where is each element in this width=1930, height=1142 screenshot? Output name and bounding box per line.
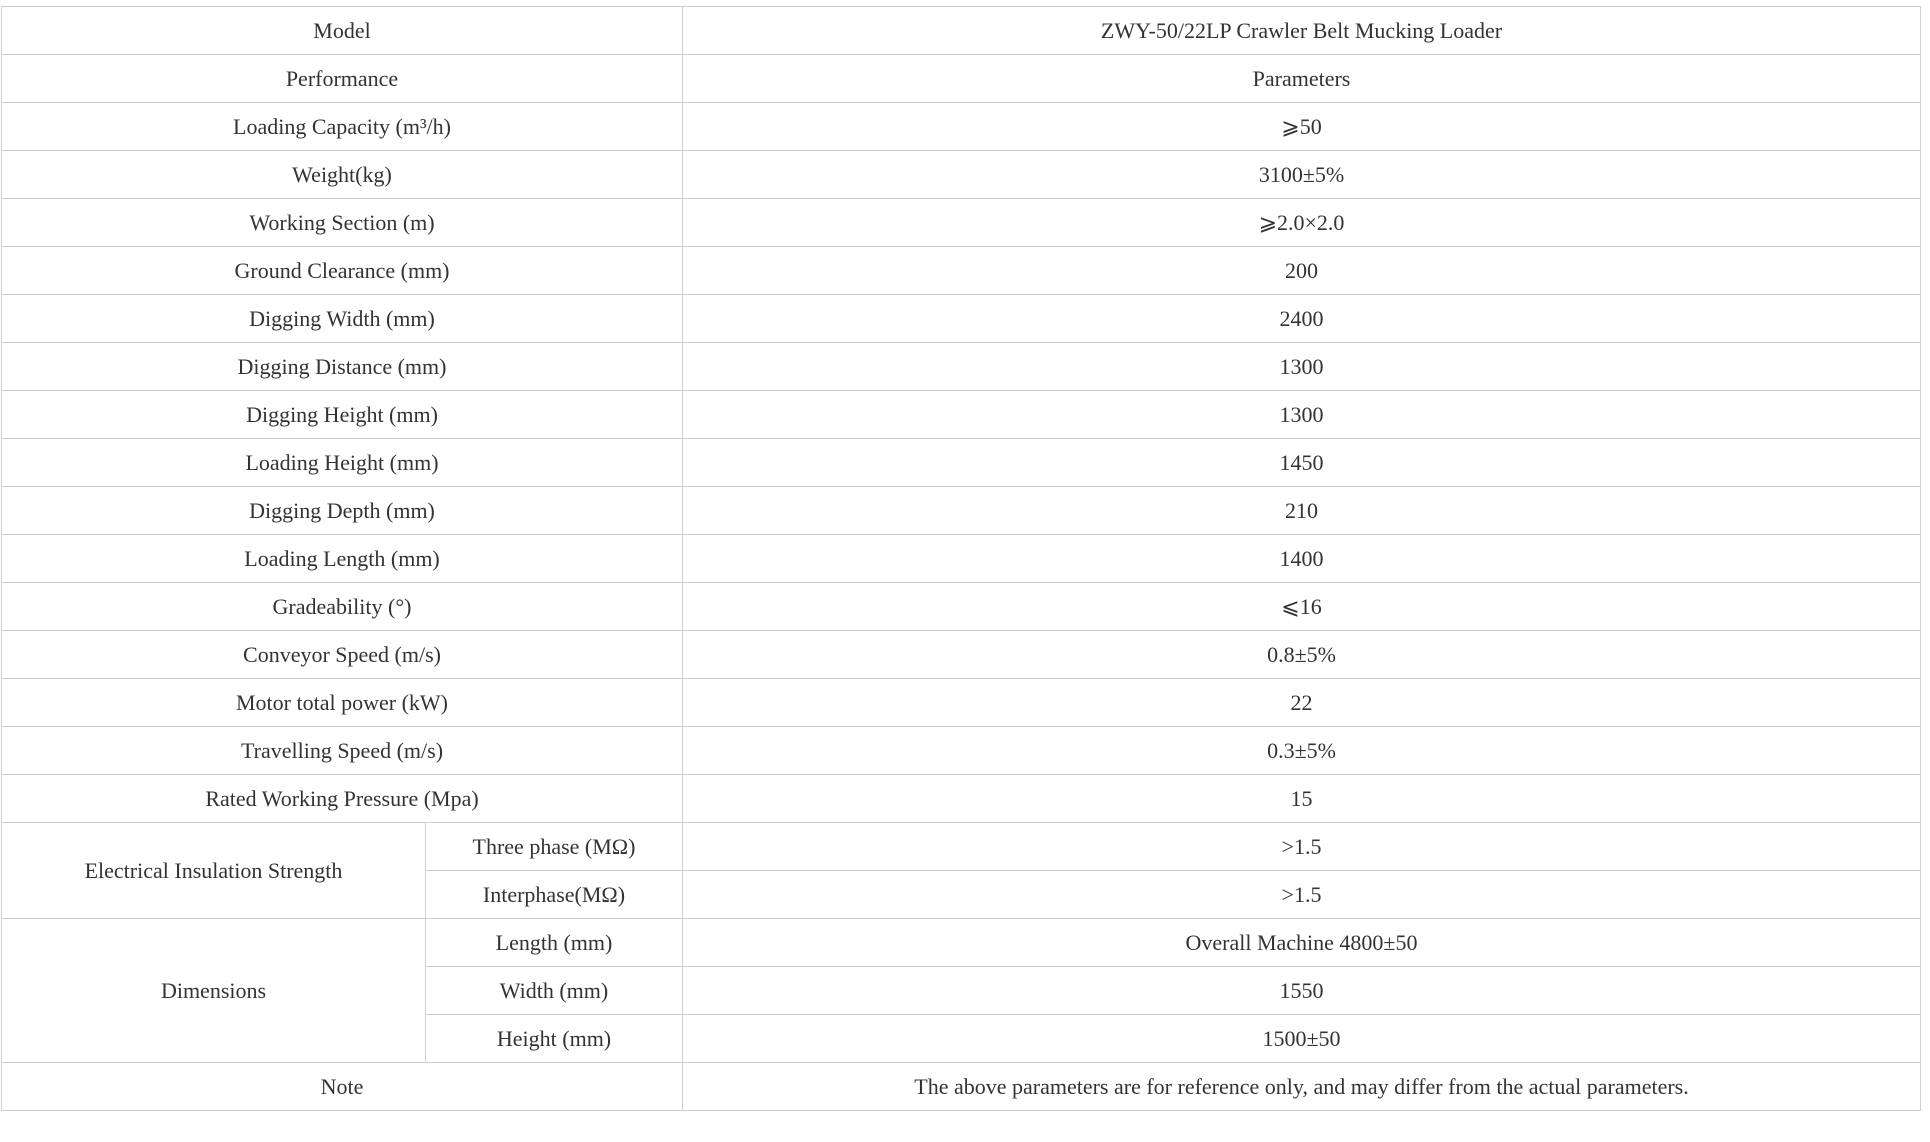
row-label: Rated Working Pressure (Mpa)	[2, 775, 683, 823]
row-label: Motor total power (kW)	[2, 679, 683, 727]
row-label: Conveyor Speed (m/s)	[2, 631, 683, 679]
table-row	[2, 487, 1921, 535]
table-row	[2, 151, 1921, 199]
row-value: 22	[683, 679, 1921, 727]
row-label: Loading Capacity (m³/h)	[2, 103, 683, 151]
row-sublabel: Interphase(MΩ)	[426, 871, 683, 919]
insulation-group-label: Electrical Insulation Strength	[2, 823, 426, 919]
table-row-header	[2, 55, 1921, 103]
table-row	[2, 103, 1921, 151]
row-label: Digging Height (mm)	[2, 391, 683, 439]
table-row	[2, 199, 1921, 247]
row-label: Digging Width (mm)	[2, 295, 683, 343]
row-value: 2400	[683, 295, 1921, 343]
row-value: 200	[683, 247, 1921, 295]
row-value: 1300	[683, 343, 1921, 391]
row-sublabel: Three phase (MΩ)	[426, 823, 683, 871]
row-value: 0.3±5%	[683, 727, 1921, 775]
performance-header: Performance	[2, 55, 683, 103]
row-value: ⩾2.0×2.0	[683, 199, 1921, 247]
row-label: Weight(kg)	[2, 151, 683, 199]
row-value: Overall Machine 4800±50	[683, 919, 1921, 967]
row-value: 1450	[683, 439, 1921, 487]
row-value: >1.5	[683, 823, 1921, 871]
table-row	[2, 535, 1921, 583]
row-value: >1.5	[683, 871, 1921, 919]
note-value: The above parameters are for reference only, and may differ from the actual parameters.	[683, 1063, 1921, 1111]
table-row-dimensions	[2, 919, 1921, 967]
table-row	[2, 247, 1921, 295]
table-row	[2, 391, 1921, 439]
row-value: 3100±5%	[683, 151, 1921, 199]
row-value: ⩽16	[683, 583, 1921, 631]
row-value: 1500±50	[683, 1015, 1921, 1063]
row-label: Gradeability (°)	[2, 583, 683, 631]
row-label: Ground Clearance (mm)	[2, 247, 683, 295]
row-label: Digging Distance (mm)	[2, 343, 683, 391]
table-row	[2, 775, 1921, 823]
row-value: 1550	[683, 967, 1921, 1015]
row-value: 1300	[683, 391, 1921, 439]
table-row	[2, 439, 1921, 487]
row-value: 210	[683, 487, 1921, 535]
row-label: Working Section (m)	[2, 199, 683, 247]
note-label: Note	[2, 1063, 683, 1111]
row-label: Digging Depth (mm)	[2, 487, 683, 535]
row-value: ⩾50	[683, 103, 1921, 151]
dimensions-group-label: Dimensions	[2, 919, 426, 1063]
spec-table	[1, 6, 1921, 1111]
row-value: 0.8±5%	[683, 631, 1921, 679]
row-sublabel: Height (mm)	[426, 1015, 683, 1063]
model-value: ZWY-50/22LP Crawler Belt Mucking Loader	[683, 7, 1921, 55]
table-row	[2, 727, 1921, 775]
table-row	[2, 679, 1921, 727]
table-row	[2, 631, 1921, 679]
table-row-model	[2, 7, 1921, 55]
row-label: Loading Height (mm)	[2, 439, 683, 487]
row-label: Travelling Speed (m/s)	[2, 727, 683, 775]
row-value: 15	[683, 775, 1921, 823]
table-row	[2, 295, 1921, 343]
table-row	[2, 343, 1921, 391]
row-label: Loading Length (mm)	[2, 535, 683, 583]
table-row-insulation	[2, 823, 1921, 871]
row-sublabel: Length (mm)	[426, 919, 683, 967]
row-sublabel: Width (mm)	[426, 967, 683, 1015]
parameters-header: Parameters	[683, 55, 1921, 103]
row-value: 1400	[683, 535, 1921, 583]
table-row	[2, 583, 1921, 631]
table-row-note	[2, 1063, 1921, 1111]
model-label: Model	[2, 7, 683, 55]
